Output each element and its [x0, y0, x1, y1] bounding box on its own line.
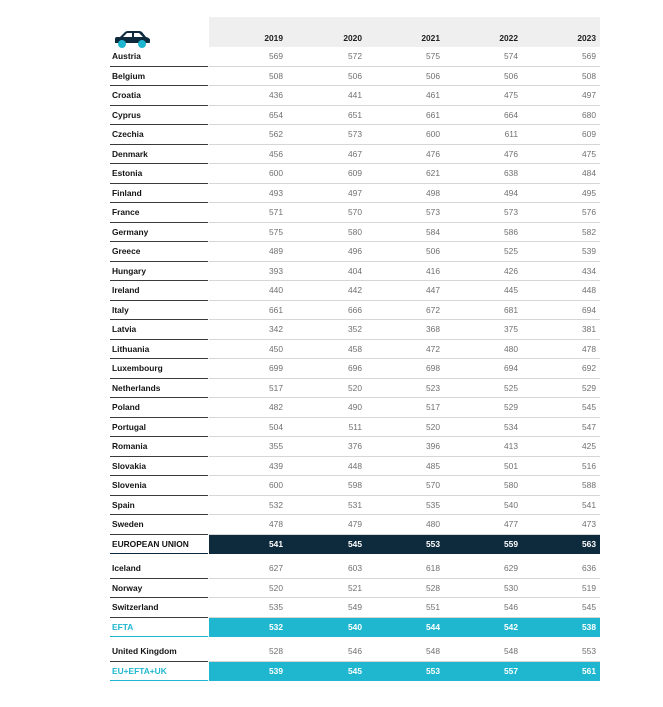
year-header-2019: 2019 — [264, 33, 283, 43]
value-cell-2020: 540 — [348, 621, 362, 632]
table-row — [110, 184, 600, 204]
table-row — [110, 262, 600, 282]
value-cell-2023: 425 — [582, 441, 596, 451]
value-cell-2019: 541 — [269, 538, 283, 549]
value-cell-2021: 506 — [426, 246, 440, 256]
value-cell-2023: 576 — [582, 207, 596, 217]
value-cell-2023: 508 — [582, 70, 596, 81]
value-cell-2023: 529 — [582, 382, 596, 393]
value-cell-2021: 416 — [426, 265, 440, 276]
table-row — [110, 164, 600, 184]
row-label: France — [112, 207, 140, 217]
table-row — [110, 125, 600, 145]
value-cell-2022: 664 — [504, 109, 518, 120]
value-cell-2023: 609 — [582, 129, 596, 139]
value-cell-2021: 520 — [426, 421, 440, 432]
value-cell-2023: 434 — [582, 265, 596, 276]
value-cell-2019: 478 — [269, 519, 283, 529]
value-cell-2022: 480 — [504, 343, 518, 354]
row-label: EUROPEAN UNION — [112, 538, 189, 549]
value-cell-2019: 535 — [269, 602, 283, 612]
row-label: Austria — [112, 51, 141, 61]
value-cell-2023: 495 — [582, 187, 596, 198]
value-cell-2022: 540 — [504, 499, 518, 510]
value-cell-2020: 546 — [348, 646, 362, 656]
value-cell-2022: 694 — [504, 363, 518, 373]
value-cell-2023: 561 — [582, 665, 596, 676]
value-cell-2021: 553 — [426, 665, 440, 676]
value-cell-2021: 551 — [426, 602, 440, 612]
row-label: United Kingdom — [112, 646, 177, 656]
value-cell-2019: 393 — [269, 265, 283, 276]
value-cell-2021: 368 — [426, 324, 440, 334]
value-cell-2020: 545 — [348, 665, 362, 676]
value-cell-2023: 694 — [582, 304, 596, 315]
row-label: Poland — [112, 402, 140, 412]
value-cell-2021: 600 — [426, 129, 440, 139]
value-cell-2022: 611 — [504, 129, 518, 139]
value-cell-2023: 541 — [582, 499, 596, 510]
table-row — [110, 67, 600, 87]
value-cell-2020: 696 — [348, 363, 362, 373]
row-label: Croatia — [112, 90, 141, 100]
value-cell-2019: 699 — [269, 363, 283, 373]
row-label: Greece — [112, 246, 141, 256]
value-cell-2019: 482 — [269, 402, 283, 412]
value-cell-2021: 548 — [426, 646, 440, 656]
value-cell-2022: 574 — [504, 51, 518, 61]
row-label: Czechia — [112, 129, 144, 139]
value-cell-2022: 534 — [504, 421, 518, 432]
value-cell-2021: 485 — [426, 460, 440, 471]
value-cell-2022: 445 — [504, 285, 518, 295]
value-cell-2023: 473 — [582, 519, 596, 529]
value-cell-2021: 535 — [426, 499, 440, 510]
value-cell-2022: 501 — [504, 460, 518, 471]
row-label: Cyprus — [112, 109, 141, 120]
value-cell-2021: 517 — [426, 402, 440, 412]
value-cell-2021: 461 — [426, 90, 440, 100]
value-cell-2021: 575 — [426, 51, 440, 61]
value-cell-2019: 575 — [269, 226, 283, 237]
value-cell-2019: 517 — [269, 382, 283, 393]
value-cell-2022: 375 — [504, 324, 518, 334]
value-cell-2023: 478 — [582, 343, 596, 354]
table-row — [110, 418, 600, 438]
row-label: Switzerland — [112, 602, 159, 612]
table-row — [110, 515, 600, 535]
row-label: Hungary — [112, 265, 146, 276]
efta-total-row — [110, 618, 600, 638]
value-cell-2023: 381 — [582, 324, 596, 334]
value-cell-2023: 563 — [582, 538, 596, 549]
row-label: Lithuania — [112, 343, 150, 354]
value-cell-2022: 525 — [504, 382, 518, 393]
value-cell-2019: 489 — [269, 246, 283, 256]
value-cell-2020: 479 — [348, 519, 362, 529]
value-cell-2023: 516 — [582, 460, 596, 471]
value-cell-2020: 520 — [348, 382, 362, 393]
value-cell-2021: 570 — [426, 480, 440, 490]
year-header-2021: 2021 — [421, 33, 440, 43]
value-cell-2023: 519 — [582, 582, 596, 593]
value-cell-2021: 584 — [426, 226, 440, 237]
value-cell-2019: 539 — [269, 665, 283, 676]
value-cell-2021: 447 — [426, 285, 440, 295]
label-divider — [110, 553, 208, 554]
label-divider — [110, 680, 208, 681]
row-label: Luxembourg — [112, 363, 163, 373]
row-label: Denmark — [112, 148, 148, 159]
value-cell-2023: 497 — [582, 90, 596, 100]
row-label: Romania — [112, 441, 148, 451]
table-row — [110, 281, 600, 301]
value-cell-2022: 542 — [504, 621, 518, 632]
value-cell-2021: 498 — [426, 187, 440, 198]
value-cell-2020: 352 — [348, 324, 362, 334]
value-cell-2019: 654 — [269, 109, 283, 120]
value-cell-2019: 532 — [269, 621, 283, 632]
value-cell-2021: 573 — [426, 207, 440, 217]
value-cell-2021: 698 — [426, 363, 440, 373]
data-table — [110, 17, 600, 681]
value-cell-2021: 480 — [426, 519, 440, 529]
value-cell-2019: 571 — [269, 207, 283, 217]
value-cell-2022: 494 — [504, 187, 518, 198]
value-cell-2019: 627 — [269, 563, 283, 573]
value-cell-2019: 493 — [269, 187, 283, 198]
table-row — [110, 340, 600, 360]
value-cell-2023: 636 — [582, 563, 596, 573]
value-cell-2019: 600 — [269, 480, 283, 490]
value-cell-2022: 476 — [504, 148, 518, 159]
value-cell-2020: 404 — [348, 265, 362, 276]
year-header-2022: 2022 — [499, 33, 518, 43]
row-label: EFTA — [112, 621, 134, 632]
value-cell-2022: 681 — [504, 304, 518, 315]
value-cell-2022: 413 — [504, 441, 518, 451]
value-cell-2019: 342 — [269, 324, 283, 334]
value-cell-2022: 573 — [504, 207, 518, 217]
value-cell-2022: 530 — [504, 582, 518, 593]
value-cell-2022: 477 — [504, 519, 518, 529]
value-cell-2022: 525 — [504, 246, 518, 256]
table-row — [110, 476, 600, 496]
row-label: Norway — [112, 582, 143, 593]
value-cell-2021: 661 — [426, 109, 440, 120]
value-cell-2020: 545 — [348, 538, 362, 549]
value-cell-2022: 557 — [504, 665, 518, 676]
eu-total-row — [110, 535, 600, 555]
value-cell-2019: 532 — [269, 499, 283, 510]
table-row — [110, 47, 600, 67]
row-label: EU+EFTA+UK — [112, 665, 167, 676]
value-cell-2023: 588 — [582, 480, 596, 490]
value-cell-2019: 661 — [269, 304, 283, 315]
label-divider — [110, 636, 208, 637]
value-cell-2020: 506 — [348, 70, 362, 81]
value-cell-2020: 497 — [348, 187, 362, 198]
value-cell-2022: 586 — [504, 226, 518, 237]
value-cell-2019: 456 — [269, 148, 283, 159]
value-cell-2019: 439 — [269, 460, 283, 471]
value-cell-2019: 569 — [269, 51, 283, 61]
table-header — [110, 17, 600, 47]
row-label: Portugal — [112, 421, 146, 432]
value-cell-2021: 553 — [426, 538, 440, 549]
value-cell-2022: 546 — [504, 602, 518, 612]
value-cell-2022: 638 — [504, 168, 518, 178]
row-label: Slovenia — [112, 480, 147, 490]
value-cell-2021: 528 — [426, 582, 440, 593]
year-header-2020: 2020 — [343, 33, 362, 43]
table-row — [110, 106, 600, 126]
table-row — [110, 359, 600, 379]
value-cell-2020: 442 — [348, 285, 362, 295]
value-cell-2023: 539 — [582, 246, 596, 256]
value-cell-2023: 692 — [582, 363, 596, 373]
value-cell-2020: 448 — [348, 460, 362, 471]
value-cell-2022: 426 — [504, 265, 518, 276]
value-cell-2020: 603 — [348, 563, 362, 573]
value-cell-2022: 580 — [504, 480, 518, 490]
value-cell-2020: 609 — [348, 168, 362, 178]
value-cell-2021: 672 — [426, 304, 440, 315]
value-cell-2019: 436 — [269, 90, 283, 100]
value-cell-2020: 531 — [348, 499, 362, 510]
row-label: Italy — [112, 304, 129, 315]
table-row — [110, 579, 600, 599]
row-label: Ireland — [112, 285, 140, 295]
row-label: Finland — [112, 187, 142, 198]
value-cell-2019: 450 — [269, 343, 283, 354]
value-cell-2023: 547 — [582, 421, 596, 432]
row-label: Germany — [112, 226, 149, 237]
row-label: Netherlands — [112, 382, 161, 393]
value-cell-2020: 549 — [348, 602, 362, 612]
table-row — [110, 379, 600, 399]
row-label: Latvia — [112, 324, 137, 334]
value-cell-2021: 544 — [426, 621, 440, 632]
value-cell-2023: 538 — [582, 621, 596, 632]
table-row — [110, 496, 600, 516]
uk-row — [110, 642, 600, 662]
value-cell-2019: 440 — [269, 285, 283, 295]
value-cell-2023: 475 — [582, 148, 596, 159]
value-cell-2021: 621 — [426, 168, 440, 178]
value-cell-2019: 504 — [269, 421, 283, 432]
value-cell-2020: 598 — [348, 480, 362, 490]
value-cell-2020: 570 — [348, 207, 362, 217]
value-cell-2022: 629 — [504, 563, 518, 573]
value-cell-2020: 490 — [348, 402, 362, 412]
row-label: Spain — [112, 499, 135, 510]
value-cell-2020: 572 — [348, 51, 362, 61]
table-row — [110, 598, 600, 618]
value-cell-2021: 618 — [426, 563, 440, 573]
row-label: Estonia — [112, 168, 143, 178]
value-cell-2023: 448 — [582, 285, 596, 295]
table-row — [110, 457, 600, 477]
value-cell-2020: 511 — [348, 421, 362, 432]
value-cell-2021: 506 — [426, 70, 440, 81]
value-cell-2022: 475 — [504, 90, 518, 100]
table-row — [110, 242, 600, 262]
value-cell-2023: 680 — [582, 109, 596, 120]
value-cell-2023: 545 — [582, 402, 596, 412]
value-cell-2019: 562 — [269, 129, 283, 139]
value-cell-2021: 476 — [426, 148, 440, 159]
value-cell-2020: 666 — [348, 304, 362, 315]
value-cell-2019: 520 — [269, 582, 283, 593]
table-row — [110, 145, 600, 165]
value-cell-2020: 376 — [348, 441, 362, 451]
value-cell-2020: 441 — [348, 90, 362, 100]
value-cell-2022: 529 — [504, 402, 518, 412]
value-cell-2023: 553 — [582, 646, 596, 656]
value-cell-2019: 528 — [269, 646, 283, 656]
table-row — [110, 320, 600, 340]
table-row — [110, 223, 600, 243]
table-row — [110, 301, 600, 321]
value-cell-2023: 545 — [582, 602, 596, 612]
table-row — [110, 398, 600, 418]
year-header-2023: 2023 — [577, 33, 596, 43]
row-label: Belgium — [112, 70, 146, 81]
value-cell-2023: 484 — [582, 168, 596, 178]
value-cell-2019: 355 — [269, 441, 283, 451]
value-cell-2021: 396 — [426, 441, 440, 451]
value-cell-2021: 472 — [426, 343, 440, 354]
row-label: Slovakia — [112, 460, 146, 471]
grand-total-row — [110, 662, 600, 682]
value-cell-2023: 569 — [582, 51, 596, 61]
row-label: Iceland — [112, 563, 141, 573]
value-cell-2019: 600 — [269, 168, 283, 178]
value-cell-2019: 508 — [269, 70, 283, 81]
value-cell-2020: 580 — [348, 226, 362, 237]
value-cell-2020: 521 — [348, 582, 362, 593]
value-cell-2021: 523 — [426, 382, 440, 393]
table-row — [110, 437, 600, 457]
table-row — [110, 559, 600, 579]
value-cell-2020: 467 — [348, 148, 362, 159]
value-cell-2023: 582 — [582, 226, 596, 237]
table-row — [110, 86, 600, 106]
value-cell-2022: 506 — [504, 70, 518, 81]
value-cell-2020: 573 — [348, 129, 362, 139]
table-row — [110, 203, 600, 223]
value-cell-2020: 458 — [348, 343, 362, 354]
row-label: Sweden — [112, 519, 144, 529]
value-cell-2022: 559 — [504, 538, 518, 549]
value-cell-2020: 651 — [348, 109, 362, 120]
value-cell-2022: 548 — [504, 646, 518, 656]
value-cell-2020: 496 — [348, 246, 362, 256]
